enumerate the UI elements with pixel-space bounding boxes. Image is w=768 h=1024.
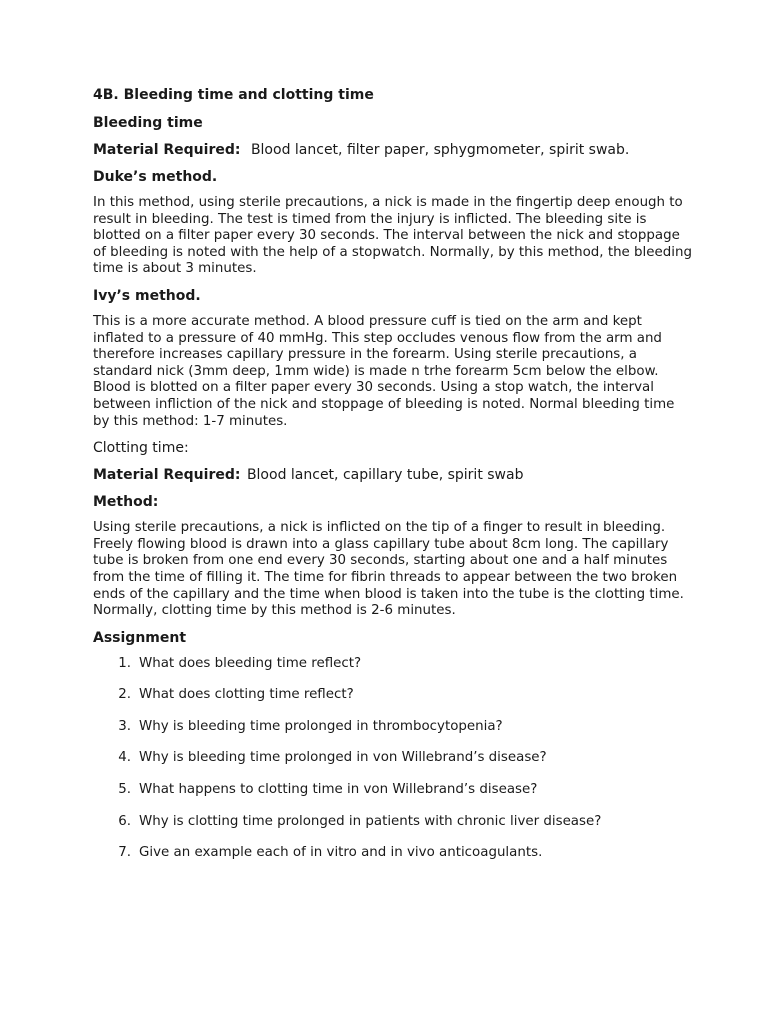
list-item-number: 5. <box>118 782 131 798</box>
list-item-text: What does bleeding time reflect? <box>139 655 362 671</box>
list-item-text: What happens to clotting time in von Willebrand’s disease? <box>139 782 538 798</box>
clotting-material-required <box>93 466 693 484</box>
clotting-method-paragraph: Using sterile precautions, a nick is inflicted on the tip of a finger to result in bleeding. Freely flowing blood is drawn into a glass capillary tube about 8cm long. The capillary tube is broken from one end every 30 seconds, starting about one and a half minutes from the time of filling it. The time for fibrin threads to appear between the two broken ends of the capillary and the time when blood is taken into the tube is the clotting time. Normally, clotting time by this method is 2-6 minutes. <box>93 520 684 619</box>
bleeding-material-text: Blood lancet, filter paper, sphygmometer, spirit swab. <box>250 142 630 158</box>
list-item <box>93 719 693 735</box>
list-item <box>93 814 693 830</box>
list-item-number: 6. <box>118 813 131 829</box>
document-title: 4B. Bleeding time and clotting time <box>93 87 374 103</box>
ivys-method-heading: Ivy’s method. <box>93 287 201 304</box>
dukes-method-heading: Duke’s method. <box>93 169 218 185</box>
document-page <box>93 86 693 877</box>
bleeding-time-heading: Bleeding time <box>93 115 203 131</box>
list-item-text: Give an example each of in vitro and in vivo anticoagulants. <box>139 845 543 861</box>
assignment-heading: Assignment <box>93 629 187 646</box>
bleeding-material-required <box>93 141 693 159</box>
ivys-method-paragraph: This is a more accurate method. A blood pressure cuff is tied on the arm and kept inflated to a pressure of 40 mmHg. This step occludes venous flow from the arm and therefore increases capillary pressure in the forearm. Using sterile precautions, a standard nick (3mm deep, 1mm wide) is made n trhe forearm 5cm below the elbow. Blood is blotted on a filter paper every 30 seconds. Using a stop watch, the interval between infliction of the nick and stoppage of bleeding is noted. Normal bleeding time by this method: 1-7 minutes. <box>93 313 675 429</box>
clotting-method-heading: Method: <box>93 494 159 511</box>
list-item-text: Why is bleeding time prolonged in thrombocytopenia? <box>139 718 503 734</box>
list-item <box>93 845 693 861</box>
list-item <box>93 687 693 703</box>
list-item <box>93 750 693 766</box>
bleeding-material-label: Material Required: <box>93 142 241 158</box>
list-item-number: 2. <box>118 687 131 703</box>
clotting-material-label: Material Required: <box>93 467 241 484</box>
list-item-text: What does clotting time reflect? <box>139 687 354 703</box>
clotting-material-text: Blood lancet, capillary tube, spirit swab <box>246 467 524 484</box>
list-item <box>93 782 693 798</box>
dukes-method-paragraph: In this method, using sterile precautions, a nick is made in the fingertip deep enough to result in bleeding. The test is timed from the injury is inflicted. The bleeding site is blotted on a filter paper every 30 seconds. The interval between the nick and stoppage of bleeding is noted with the help of a stopwatch. Normally, by this method, the bleeding time is about 3 minutes. <box>93 195 692 277</box>
assignment-list <box>93 656 693 862</box>
list-item-number: 7. <box>118 845 131 861</box>
list-item <box>93 656 693 672</box>
list-item-number: 3. <box>118 718 131 734</box>
list-item-number: 4. <box>118 750 131 766</box>
list-item-number: 1. <box>118 655 131 671</box>
list-item-text: Why is bleeding time prolonged in von Willebrand’s disease? <box>139 750 547 766</box>
clotting-time-heading: Clotting time: <box>93 440 189 457</box>
list-item-text: Why is clotting time prolonged in patients with chronic liver disease? <box>139 813 602 829</box>
